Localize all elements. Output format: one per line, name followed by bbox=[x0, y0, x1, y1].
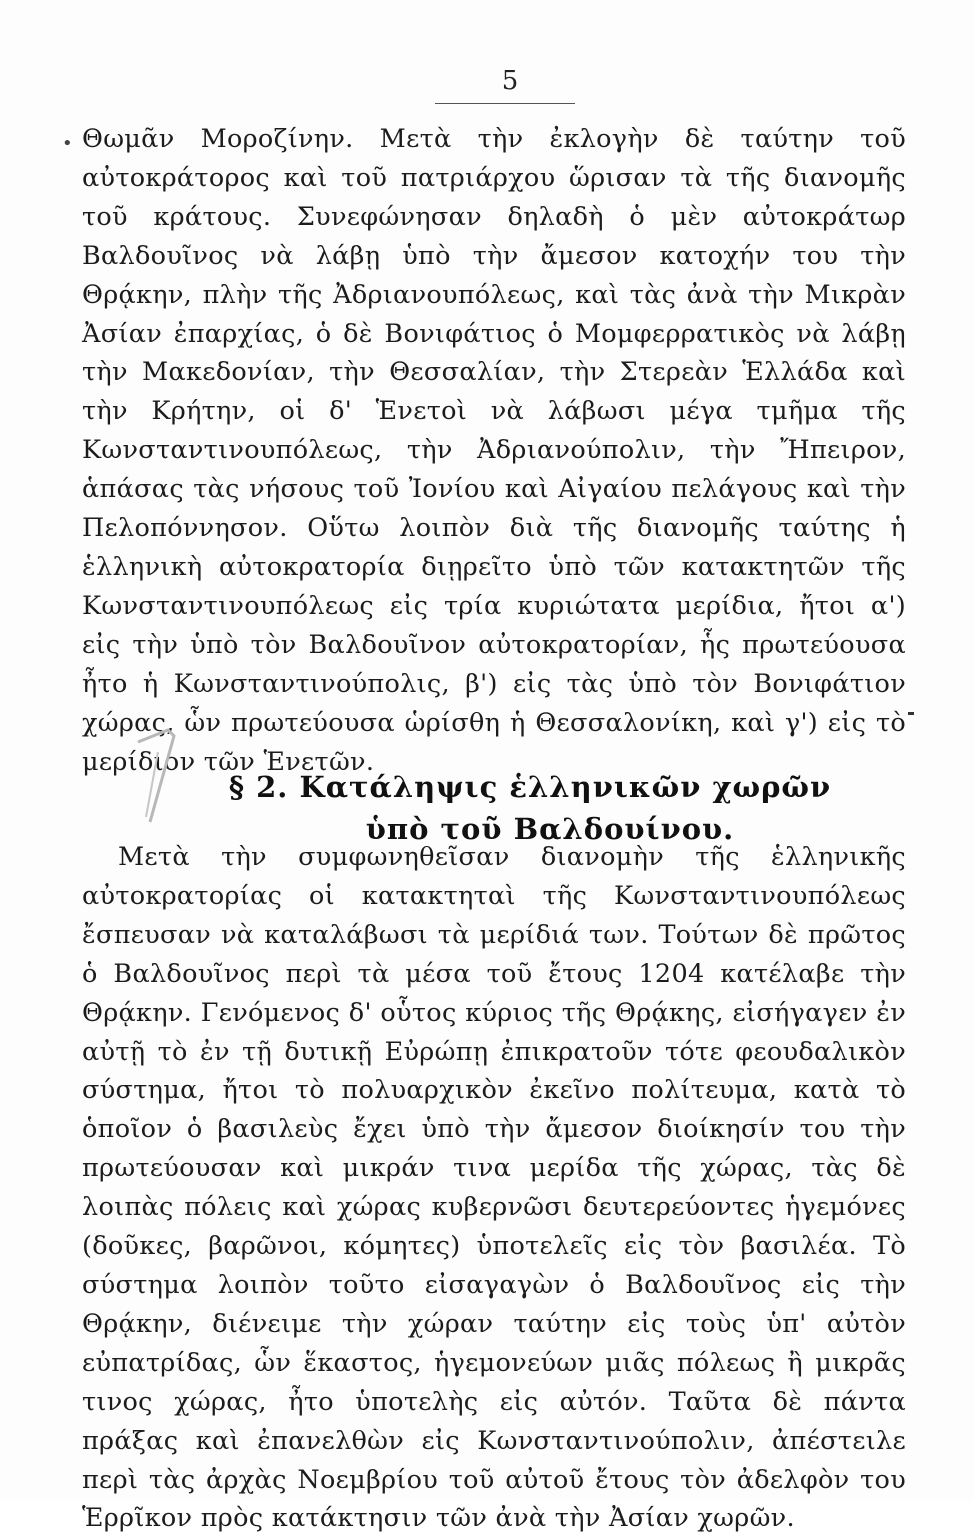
pencil-mark-icon bbox=[128, 722, 188, 832]
margin-dot-icon: • bbox=[62, 133, 73, 154]
section-title-part-2: ὑπὸ τοῦ Βαλδουίνου. bbox=[365, 812, 735, 847]
page-number-rule bbox=[435, 103, 575, 104]
section-title-part-1: Κατάληψις ἑλληνικῶν χωρῶν bbox=[299, 770, 832, 805]
section-number: § 2. bbox=[228, 770, 289, 805]
paragraph-1: Θωμᾶν Μοροζίνην. Μετὰ τὴν ἐκλογὴν δὲ ταύτην τοῦ αὐτοκράτορος καὶ τοῦ πατριάρχου ὥρισαν τὰ τῆς διανομῆς τοῦ κράτους. Συνεφώνησαν δηλαδὴ ὁ μὲν αὐτοκράτωρ Βαλδουῖνος νὰ λάβῃ ὑπὸ τὴν ἄμεσον κατοχήν του τὴν Θρᾴκην, πλὴν τῆς Ἀδριανουπόλεως, καὶ τὰς ἀνὰ τὴν Μικρὰν Ἀσίαν ἐπαρχίας, ὁ δὲ Βονιφάτιος ὁ Μομφερρατικὸς νὰ λάβῃ τὴν Μακεδονίαν, τὴν Θεσσαλίαν, τὴν Στερεὰν Ἑλλάδα καὶ τὴν Κρήτην, οἱ δ' Ἑνετοὶ νὰ λάβωσι μέγα τμῆμα τῆς Κωνσταντινουπόλεως, τὴν Ἀδριανούπολιν, τὴν Ἤπειρον, ἁπάσας τὰς νήσους τοῦ Ἰονίου καὶ Αἰγαίου πελάγους καὶ τὴν Πελοπόννησον. Οὕτω λοιπὸν διὰ τῆς διανομῆς ταύτης ἡ ἑλληνικὴ αὐτοκρατορία διῃρεῖτο ὑπὸ τῶν κατακτητῶν τῆς Κωνσταντινουπόλεως εἰς τρία κυριώτατα μερίδια, ἤτοι α') εἰς τὴν ὑπὸ τὸν Βαλδουῖνον αὐτοκρατορίαν, ἧς πρωτεύουσα ἦτο ἡ Κωνσταντινούπολις, β') εἰς τὰς ὑπὸ τὸν Βονιφάτιον χώρας, ὧν πρωτεύουσα ὡρίσθη ἡ Θεσσαλονίκη, καὶ γ') εἰς τὸ μερίδιον τῶν Ἑνετῶν. bbox=[82, 124, 906, 777]
section-heading-line-1 bbox=[180, 766, 880, 808]
stray-ink-mark bbox=[908, 712, 914, 715]
paragraph-2: Μετὰ τὴν συμφωνηθεῖσαν διανομὴν τῆς ἑλληνικῆς αὐτοκρατορίας οἱ κατακτηταὶ τῆς Κωνσταντινουπόλεως ἔσπευσαν νὰ καταλάβωσι τὰ μερίδιά των. Τούτων δὲ πρῶτος ὁ Βαλδουῖνος περὶ τὰ μέσα τοῦ ἔτους 1204 κατέλαβε τὴν Θρᾴκην. Γενόμενος δ' οὗτος κύριος τῆς Θρᾴκης, εἰσήγαγεν ἐν αὐτῇ τὸ ἐν τῇ δυτικῇ Εὐρώπῃ ἐπικρατοῦν τότε φεουδαλικὸν σύστημα, ἤτοι τὸ πολυαρχικὸν ἐκεῖνο πολίτευμα, κατὰ τὸ ὁποῖον ὁ βασιλεὺς ἔχει ὑπὸ τὴν ἄμεσον διοίκησίν του τὴν πρωτεύουσαν καὶ μικράν τινα μερίδα τῆς χώρας, τὰς δὲ λοιπὰς πόλεις καὶ χώρας κυβερνῶσι δευτερεύοντες ἡγεμόνες (δοῦκες, βαρῶνοι, κόμητες) ὑποτελεῖς εἰς τὸν βασιλέα. Τὸ σύστημα λοιπὸν τοῦτο εἰσαγαγὼν ὁ Βαλδουῖνος εἰς τὴν Θρᾴκην, διένειμε τὴν χώραν ταύτην εἰς τοὺς ὑπ' αὐτὸν εὐπατρίδας, ὧν ἕκαστος, ἡγεμονεύων μιᾶς πόλεως ἢ μικρᾶς τινος χώρας, ἦτο ὑποτελὴς εἰς αὐτόν. Ταῦτα δὲ πάντα πράξας καὶ ἐπανελθὼν εἰς Κωνσταντινούπολιν, ἀπέστειλε περὶ τὰς ἀρχὰς Νοεμβρίου τοῦ αὐτοῦ ἔτους τὸν ἀδελφὸν του Ἑρρῖκον πρὸς κατάκτησιν τῶν ἀνὰ τὴν Ἀσίαν χωρῶν. bbox=[82, 842, 906, 1534]
page-number: 5 bbox=[501, 66, 519, 96]
